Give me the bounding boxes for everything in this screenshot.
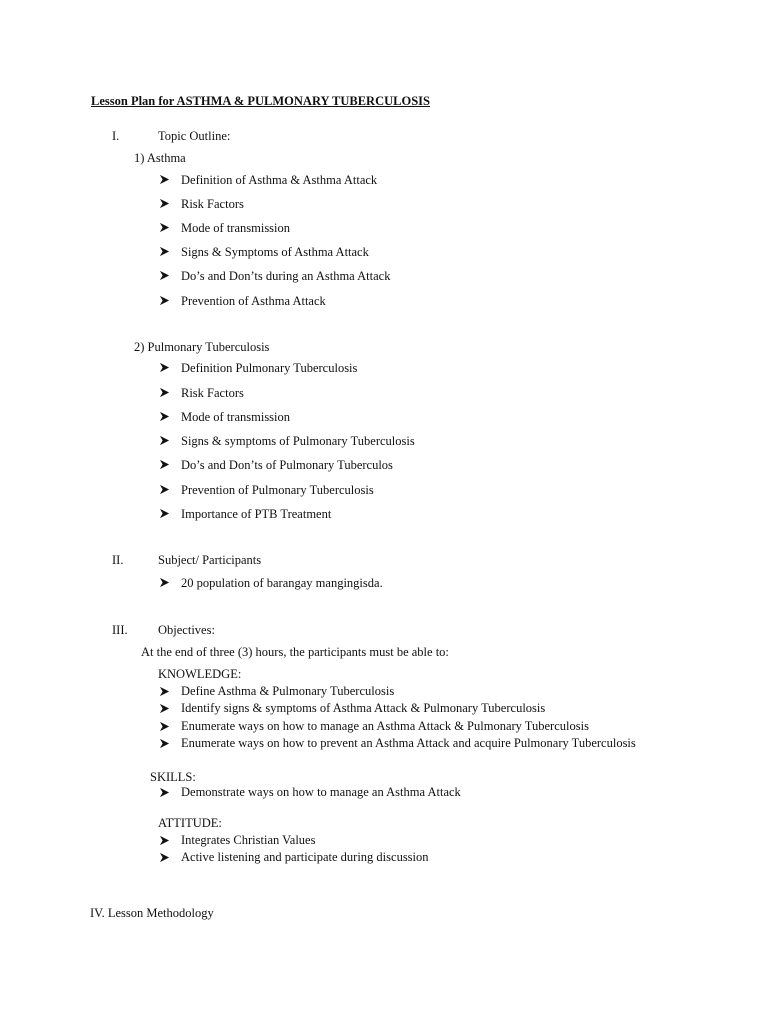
document-title: Lesson Plan for ASTHMA & PULMONARY TUBERCULOSIS <box>91 94 430 108</box>
list-item: Importance of PTB Treatment <box>181 507 332 521</box>
list-item: Do’s and Don’ts of Pulmonary Tuberculos <box>181 458 393 472</box>
bullet-arrow-icon <box>159 852 170 863</box>
list-item: Prevention of Asthma Attack <box>181 294 326 308</box>
bullet-arrow-icon <box>159 738 170 749</box>
skills-label: SKILLS: <box>150 770 196 784</box>
bullet-arrow-icon <box>159 835 170 846</box>
list-item: Mode of transmission <box>181 410 291 424</box>
section-2-numeral: II. <box>112 553 124 567</box>
bullet-arrow-icon <box>159 198 170 209</box>
bullet-arrow-icon <box>159 222 170 233</box>
bullet-arrow-icon <box>159 459 170 470</box>
bullet-arrow-icon <box>159 435 170 446</box>
bullet-arrow-icon <box>159 411 170 422</box>
list-item: Prevention of Pulmonary Tuberculosis <box>181 483 374 497</box>
list-item: Risk Factors <box>181 386 244 400</box>
attitude-label: ATTITUDE: <box>158 816 222 830</box>
objectives-intro: At the end of three (3) hours, the participants must be able to: <box>141 645 449 659</box>
knowledge-label: KNOWLEDGE: <box>158 667 242 681</box>
list-item: Identify signs & symptoms of Asthma Attack & Pulmonary Tuberculosis <box>181 701 546 715</box>
list-item: Mode of transmission <box>181 221 291 235</box>
list-item: Signs & Symptoms of Asthma Attack <box>181 245 369 259</box>
bullet-arrow-icon <box>159 246 170 257</box>
bullet-arrow-icon <box>159 577 170 588</box>
list-item: Definition of Asthma & Asthma Attack <box>181 173 378 187</box>
bullet-arrow-icon <box>159 484 170 495</box>
section-3-numeral: III. <box>112 623 128 637</box>
list-item: 20 population of barangay mangingisda. <box>181 576 383 590</box>
section-1-numeral: I. <box>112 129 120 143</box>
list-item: Define Asthma & Pulmonary Tuberculosis <box>181 684 395 698</box>
bullet-arrow-icon <box>159 721 170 732</box>
bullet-arrow-icon <box>159 270 170 281</box>
bullet-arrow-icon <box>159 508 170 519</box>
list-item: Do’s and Don’ts during an Asthma Attack <box>181 269 391 283</box>
list-item: Definition Pulmonary Tuberculosis <box>181 361 358 375</box>
bullet-arrow-icon <box>159 387 170 398</box>
list-item: Risk Factors <box>181 197 244 211</box>
bullet-arrow-icon <box>159 703 170 714</box>
section-4-heading: IV. Lesson Methodology <box>90 906 214 920</box>
ptb-label: 2) Pulmonary Tuberculosis <box>134 340 270 354</box>
bullet-arrow-icon <box>159 686 170 697</box>
bullet-arrow-icon <box>159 174 170 185</box>
section-3-heading: Objectives: <box>158 623 215 637</box>
bullet-arrow-icon <box>159 295 170 306</box>
list-item: Demonstrate ways on how to manage an Asthma Attack <box>181 785 461 799</box>
asthma-label: 1) Asthma <box>134 151 186 165</box>
bullet-arrow-icon <box>159 362 170 373</box>
list-item: Signs & symptoms of Pulmonary Tuberculosis <box>181 434 415 448</box>
list-item: Active listening and participate during discussion <box>181 850 429 864</box>
bullet-arrow-icon <box>159 787 170 798</box>
list-item: Enumerate ways on how to manage an Asthma Attack & Pulmonary Tuberculosis <box>181 719 589 733</box>
section-1-heading: Topic Outline: <box>158 129 231 143</box>
list-item: Integrates Christian Values <box>181 833 316 847</box>
section-2-heading: Subject/ Participants <box>158 553 262 567</box>
list-item: Enumerate ways on how to prevent an Asthma Attack and acquire Pulmonary Tuberculosis <box>181 736 636 750</box>
